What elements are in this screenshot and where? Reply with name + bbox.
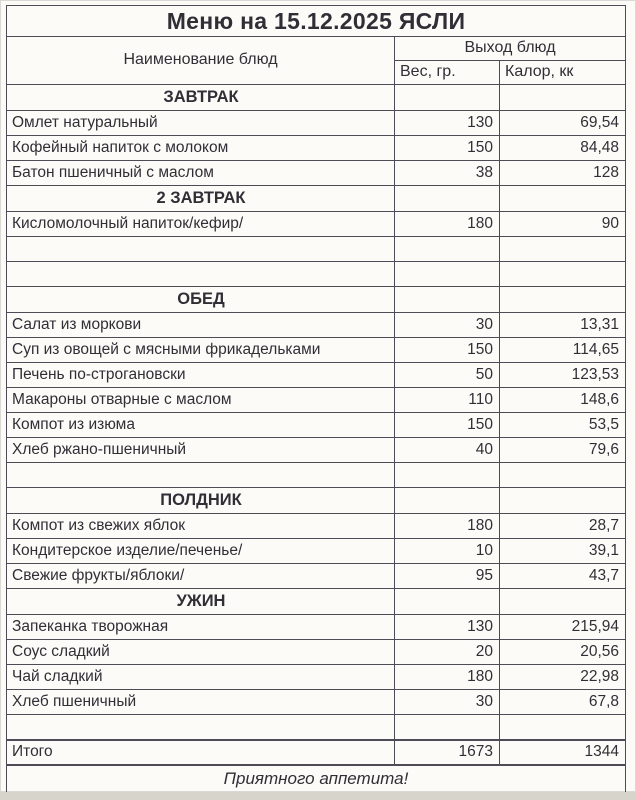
calories-cell: 53,5 (500, 413, 626, 438)
weight-cell: 20 (395, 640, 500, 665)
calories-cell (500, 715, 626, 740)
item-row (7, 338, 626, 363)
section-row (7, 589, 626, 615)
dish-name-cell: ПОЛДНИК (7, 488, 395, 514)
calories-cell (500, 186, 626, 212)
empty-row (7, 237, 626, 262)
calories-cell: 123,53 (500, 363, 626, 388)
empty-row (7, 262, 626, 287)
weight-cell: 30 (395, 313, 500, 338)
item-row (7, 690, 626, 715)
dish-name-cell: Салат из моркови (7, 313, 395, 338)
weight-cell: 95 (395, 564, 500, 589)
calories-cell: 79,6 (500, 438, 626, 463)
dish-name-cell: Омлет натуральный (7, 111, 395, 136)
dish-name-cell: Компот из изюма (7, 413, 395, 438)
dish-name-cell (7, 262, 395, 287)
item-row (7, 136, 626, 161)
item-row (7, 438, 626, 463)
calories-cell: 128 (500, 161, 626, 186)
dish-name-cell: Печень по-строгановски (7, 363, 395, 388)
dish-name-cell: Батон пшеничный с маслом (7, 161, 395, 186)
dish-name-cell: Кондитерское изделие/печенье/ (7, 539, 395, 564)
column-header-output-group: Выход блюд (395, 37, 626, 61)
empty-row (7, 715, 626, 740)
calories-cell (500, 237, 626, 262)
weight-cell (395, 85, 500, 111)
calories-cell (500, 262, 626, 287)
column-header-weight: Вес, гр. (395, 61, 500, 85)
dish-name-cell: Запеканка творожная (7, 615, 395, 640)
weight-cell: 180 (395, 212, 500, 237)
calories-cell: 114,65 (500, 338, 626, 363)
section-row (7, 488, 626, 514)
dish-name-cell: УЖИН (7, 589, 395, 615)
calories-cell: 67,8 (500, 690, 626, 715)
dish-name-cell: Компот из свежих яблок (7, 514, 395, 539)
calories-cell (500, 85, 626, 111)
weight-cell: 30 (395, 690, 500, 715)
weight-cell (395, 715, 500, 740)
weight-cell: 110 (395, 388, 500, 413)
item-row (7, 313, 626, 338)
item-row (7, 615, 626, 640)
calories-cell: 43,7 (500, 564, 626, 589)
weight-cell: 40 (395, 438, 500, 463)
weight-cell: 150 (395, 136, 500, 161)
item-row (7, 111, 626, 136)
item-row (7, 388, 626, 413)
menu-body (7, 85, 626, 765)
weight-cell: 130 (395, 111, 500, 136)
dish-name-cell: Итого (7, 740, 395, 765)
column-header-name: Наименование блюд (7, 37, 395, 85)
calories-cell (500, 287, 626, 313)
calories-cell: 28,7 (500, 514, 626, 539)
weight-cell (395, 262, 500, 287)
calories-cell: 1344 (500, 740, 626, 765)
calories-cell: 84,48 (500, 136, 626, 161)
weight-cell: 50 (395, 363, 500, 388)
menu-table (6, 5, 626, 793)
calories-cell: 13,31 (500, 313, 626, 338)
item-row (7, 665, 626, 690)
item-row (7, 161, 626, 186)
dish-name-cell (7, 237, 395, 262)
page-title: Меню на 15.12.2025 ЯСЛИ (7, 6, 626, 37)
empty-row (7, 463, 626, 488)
dish-name-cell: Кисломолочный напиток/кефир/ (7, 212, 395, 237)
dish-name-cell (7, 715, 395, 740)
weight-cell: 150 (395, 413, 500, 438)
weight-cell (395, 463, 500, 488)
dish-name-cell: Свежие фрукты/яблоки/ (7, 564, 395, 589)
item-row (7, 539, 626, 564)
weight-cell (395, 287, 500, 313)
dish-name-cell: Соус сладкий (7, 640, 395, 665)
weight-cell (395, 237, 500, 262)
column-header-calories: Калор, кк (500, 61, 626, 85)
weight-cell (395, 186, 500, 212)
calories-cell: 20,56 (500, 640, 626, 665)
dish-name-cell: Кофейный напиток с молоком (7, 136, 395, 161)
item-row (7, 363, 626, 388)
calories-cell (500, 463, 626, 488)
scan-edge (0, 792, 636, 800)
calories-cell: 90 (500, 212, 626, 237)
weight-cell: 1673 (395, 740, 500, 765)
section-row (7, 85, 626, 111)
weight-cell: 38 (395, 161, 500, 186)
header-row-1 (7, 37, 626, 61)
weight-cell: 150 (395, 338, 500, 363)
dish-name-cell: Макароны отварные с маслом (7, 388, 395, 413)
section-row (7, 186, 626, 212)
calories-cell: 22,98 (500, 665, 626, 690)
weight-cell: 10 (395, 539, 500, 564)
weight-cell: 180 (395, 514, 500, 539)
weight-cell: 180 (395, 665, 500, 690)
dish-name-cell: Суп из овощей с мясными фрикадельками (7, 338, 395, 363)
total-row (7, 740, 626, 765)
calories-cell (500, 488, 626, 514)
section-row (7, 287, 626, 313)
calories-cell: 148,6 (500, 388, 626, 413)
dish-name-cell: Чай сладкий (7, 665, 395, 690)
calories-cell: 69,54 (500, 111, 626, 136)
footer-row (7, 765, 626, 793)
item-row (7, 212, 626, 237)
item-row (7, 514, 626, 539)
calories-cell (500, 589, 626, 615)
dish-name-cell: Хлеб пшеничный (7, 690, 395, 715)
item-row (7, 640, 626, 665)
weight-cell (395, 589, 500, 615)
dish-name-cell: ОБЕД (7, 287, 395, 313)
dish-name-cell: 2 ЗАВТРАК (7, 186, 395, 212)
dish-name-cell: ЗАВТРАК (7, 85, 395, 111)
weight-cell: 130 (395, 615, 500, 640)
item-row (7, 564, 626, 589)
weight-cell (395, 488, 500, 514)
title-row (7, 6, 626, 37)
bon-appetit-note: Приятного аппетита! (7, 765, 626, 793)
dish-name-cell: Хлеб ржано-пшеничный (7, 438, 395, 463)
dish-name-cell (7, 463, 395, 488)
calories-cell: 215,94 (500, 615, 626, 640)
item-row (7, 413, 626, 438)
calories-cell: 39,1 (500, 539, 626, 564)
